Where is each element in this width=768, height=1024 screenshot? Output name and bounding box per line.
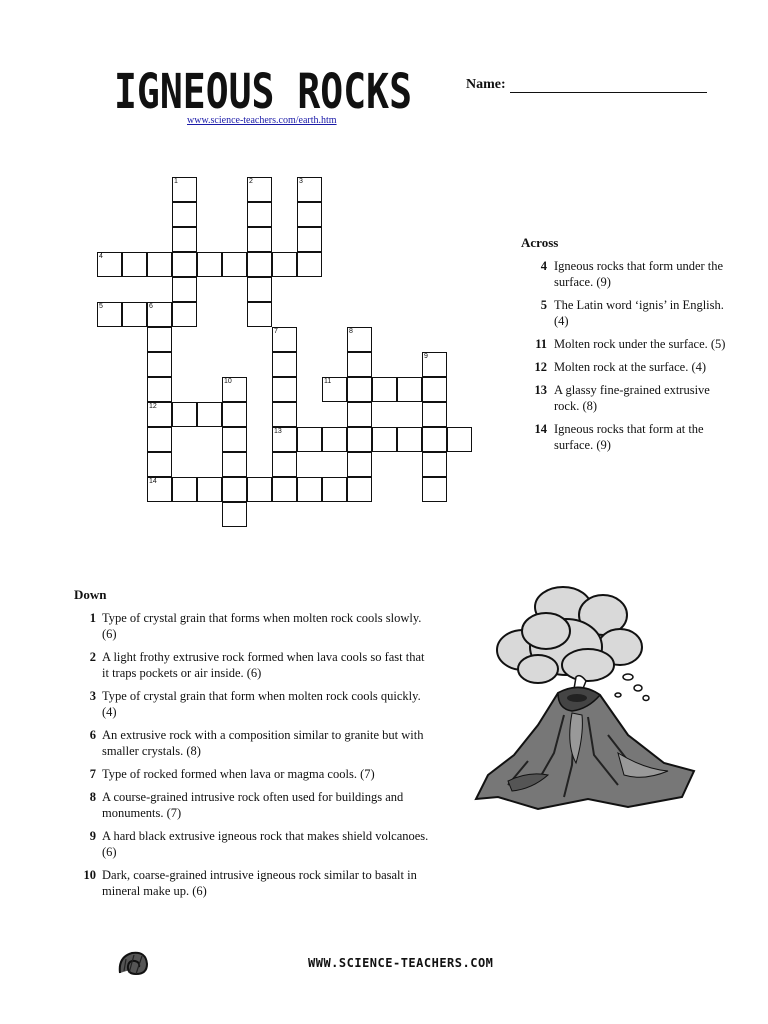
crossword-cell[interactable] (222, 252, 247, 277)
cell-number: 8 (349, 328, 353, 335)
crossword-cell[interactable] (347, 452, 372, 477)
crossword-cell[interactable] (147, 377, 172, 402)
crossword-cell[interactable] (272, 327, 297, 352)
crossword-cell[interactable] (297, 427, 322, 452)
crossword-cell[interactable] (297, 227, 322, 252)
crossword-cell[interactable] (322, 427, 347, 452)
crossword-cell[interactable] (172, 277, 197, 302)
footer-site: WWW.SCIENCE-TEACHERS.COM (308, 956, 494, 970)
clue-text: Type of crystal grain that form when molten rock cools quickly. (4) (102, 689, 421, 719)
ammonite-icon (116, 947, 150, 977)
cell-number: 14 (149, 478, 157, 485)
clue-number: 14 (534, 422, 547, 436)
clue-text: Molten rock at the surface. (4) (554, 360, 707, 374)
crossword-cell[interactable] (197, 252, 222, 277)
crossword-cell[interactable] (147, 302, 172, 327)
down-clue (74, 828, 434, 860)
clue-number: 12 (534, 360, 547, 374)
clue-number: 6 (89, 728, 96, 742)
down-clues (74, 587, 434, 899)
clue-text: Type of rocked formed when lava or magma cools. (7) (102, 767, 375, 781)
volcano-illustration (468, 585, 700, 813)
down-clue (74, 789, 434, 821)
clue-text: The Latin word ‘ignis’ in English. (4) (554, 298, 724, 328)
crossword-cell[interactable] (347, 352, 372, 377)
clue-text: Molten rock under the surface. (5) (554, 337, 726, 351)
crossword-cell[interactable] (197, 477, 222, 502)
crossword-cell[interactable] (97, 302, 122, 327)
crossword-cell[interactable] (422, 352, 447, 377)
crossword-cell[interactable] (247, 302, 272, 327)
name-label: Name: (466, 77, 506, 92)
clue-number: 3 (89, 689, 96, 703)
crossword-cell[interactable] (172, 477, 197, 502)
crossword-cell[interactable] (272, 452, 297, 477)
crossword-cell[interactable] (272, 427, 297, 452)
clue-number: 4 (540, 259, 547, 273)
crossword-cell[interactable] (397, 427, 422, 452)
clue-number: 13 (534, 383, 547, 397)
across-clue (521, 297, 731, 329)
crossword-cell[interactable] (297, 252, 322, 277)
cell-number: 7 (274, 328, 278, 335)
cell-number: 2 (249, 178, 253, 185)
clue-number: 5 (540, 298, 547, 312)
crossword-cell[interactable] (97, 252, 122, 277)
crossword-cell[interactable] (147, 452, 172, 477)
crossword-cell[interactable] (422, 477, 447, 502)
crossword-cell[interactable] (122, 252, 147, 277)
down-clue (74, 867, 434, 899)
clue-number: 8 (89, 790, 96, 804)
crossword-cell[interactable] (222, 427, 247, 452)
across-clue (521, 382, 731, 414)
cell-number: 11 (324, 378, 332, 385)
crossword-cell[interactable] (297, 477, 322, 502)
crossword-cell[interactable] (247, 202, 272, 227)
crossword-cell[interactable] (247, 252, 272, 277)
crossword-cell[interactable] (172, 202, 197, 227)
clue-number: 9 (89, 829, 96, 843)
crossword-cell[interactable] (147, 252, 172, 277)
crossword-cell[interactable] (147, 427, 172, 452)
source-link[interactable]: www.science-teachers.com/earth.htm (187, 115, 337, 126)
crossword-cell[interactable] (397, 377, 422, 402)
down-clue (74, 610, 434, 642)
across-clue (521, 359, 731, 375)
clue-text: A course-grained intrusive rock often used for buildings and monuments. (7) (102, 790, 404, 820)
across-clues (521, 235, 731, 453)
down-clue (74, 766, 434, 782)
crossword-cell[interactable] (297, 177, 322, 202)
across-clue (521, 336, 731, 352)
crossword-cell[interactable] (297, 202, 322, 227)
ammonite-logo (116, 947, 150, 977)
clue-text: Type of crystal grain that forms when molten rock cools slowly. (6) (102, 611, 422, 641)
clue-text: A light frothy extrusive rock formed when lava cools so fast that it traps pockets or air inside. (6) (102, 650, 425, 680)
cell-number: 6 (149, 303, 153, 310)
crossword-cell[interactable] (222, 402, 247, 427)
crossword-cell[interactable] (347, 327, 372, 352)
crossword-cell[interactable] (122, 302, 147, 327)
cell-number: 1 (174, 178, 178, 185)
down-clue (74, 727, 434, 759)
cell-number: 5 (99, 303, 103, 310)
cell-number: 3 (299, 178, 303, 185)
crossword-cell[interactable] (247, 177, 272, 202)
crossword-cell[interactable] (147, 477, 172, 502)
cell-number: 10 (224, 378, 232, 385)
clue-number: 11 (535, 337, 547, 351)
crossword-cell[interactable] (372, 377, 397, 402)
volcano-icon (468, 585, 700, 813)
crossword-cell[interactable] (247, 277, 272, 302)
crossword-cell[interactable] (222, 377, 247, 402)
crossword-cell[interactable] (172, 252, 197, 277)
clue-text: Dark, coarse-grained intrusive igneous rock similar to basalt in mineral make up. (6) (102, 868, 417, 898)
crossword-cell[interactable] (422, 427, 447, 452)
crossword-cell[interactable] (147, 327, 172, 352)
title-text: IGNEOUS ROCKS (114, 64, 412, 118)
clue-text: A hard black extrusive igneous rock that makes shield volcanoes. (6) (102, 829, 429, 859)
crossword-cell[interactable] (272, 477, 297, 502)
crossword-cell[interactable] (172, 302, 197, 327)
crossword-cell[interactable] (222, 477, 247, 502)
crossword-cell[interactable] (272, 352, 297, 377)
crossword-cell[interactable] (422, 402, 447, 427)
down-heading: Down (74, 587, 107, 602)
crossword-cell[interactable] (147, 352, 172, 377)
crossword-cell[interactable] (272, 402, 297, 427)
down-clue (74, 649, 434, 681)
across-heading: Across (521, 235, 559, 250)
crossword-cell[interactable] (347, 477, 372, 502)
crossword-cell[interactable] (347, 427, 372, 452)
clue-number: 10 (83, 868, 96, 882)
crossword-cell[interactable] (247, 477, 272, 502)
cell-number: 12 (149, 403, 157, 410)
crossword-cell[interactable] (347, 402, 372, 427)
down-clue (74, 688, 434, 720)
clue-text: Igneous rocks that form at the surface. (9) (554, 422, 704, 452)
crossword-cell[interactable] (422, 377, 447, 402)
crossword-cell[interactable] (222, 452, 247, 477)
cell-number: 4 (99, 253, 103, 260)
crossword-cell[interactable] (172, 402, 197, 427)
across-clue (521, 258, 731, 290)
crossword-cell[interactable] (372, 427, 397, 452)
crossword-cell[interactable] (422, 452, 447, 477)
crossword-cell[interactable] (347, 377, 372, 402)
cell-number: 13 (274, 428, 282, 435)
across-clue (521, 421, 731, 453)
crossword-cell[interactable] (222, 502, 247, 527)
cell-number: 9 (424, 353, 428, 360)
crossword-cell[interactable] (172, 227, 197, 252)
clue-text: An extrusive rock with a composition similar to granite but with smaller crystals. (8) (102, 728, 424, 758)
crossword-cell[interactable] (447, 427, 472, 452)
clue-text: Igneous rocks that form under the surface. (9) (554, 259, 724, 289)
crossword-cell[interactable] (197, 402, 222, 427)
crossword-cell[interactable] (272, 377, 297, 402)
clue-number: 7 (89, 767, 96, 781)
crossword-cell[interactable] (272, 252, 297, 277)
clue-number: 1 (89, 611, 96, 625)
clue-number: 2 (89, 650, 96, 664)
crossword-cell[interactable] (147, 402, 172, 427)
crossword-cell[interactable] (247, 227, 272, 252)
crossword-cell[interactable] (172, 177, 197, 202)
crossword-cell[interactable] (322, 477, 347, 502)
crossword-cell[interactable] (322, 377, 347, 402)
clue-text: A glassy fine-grained extrusive rock. (8) (554, 383, 710, 413)
